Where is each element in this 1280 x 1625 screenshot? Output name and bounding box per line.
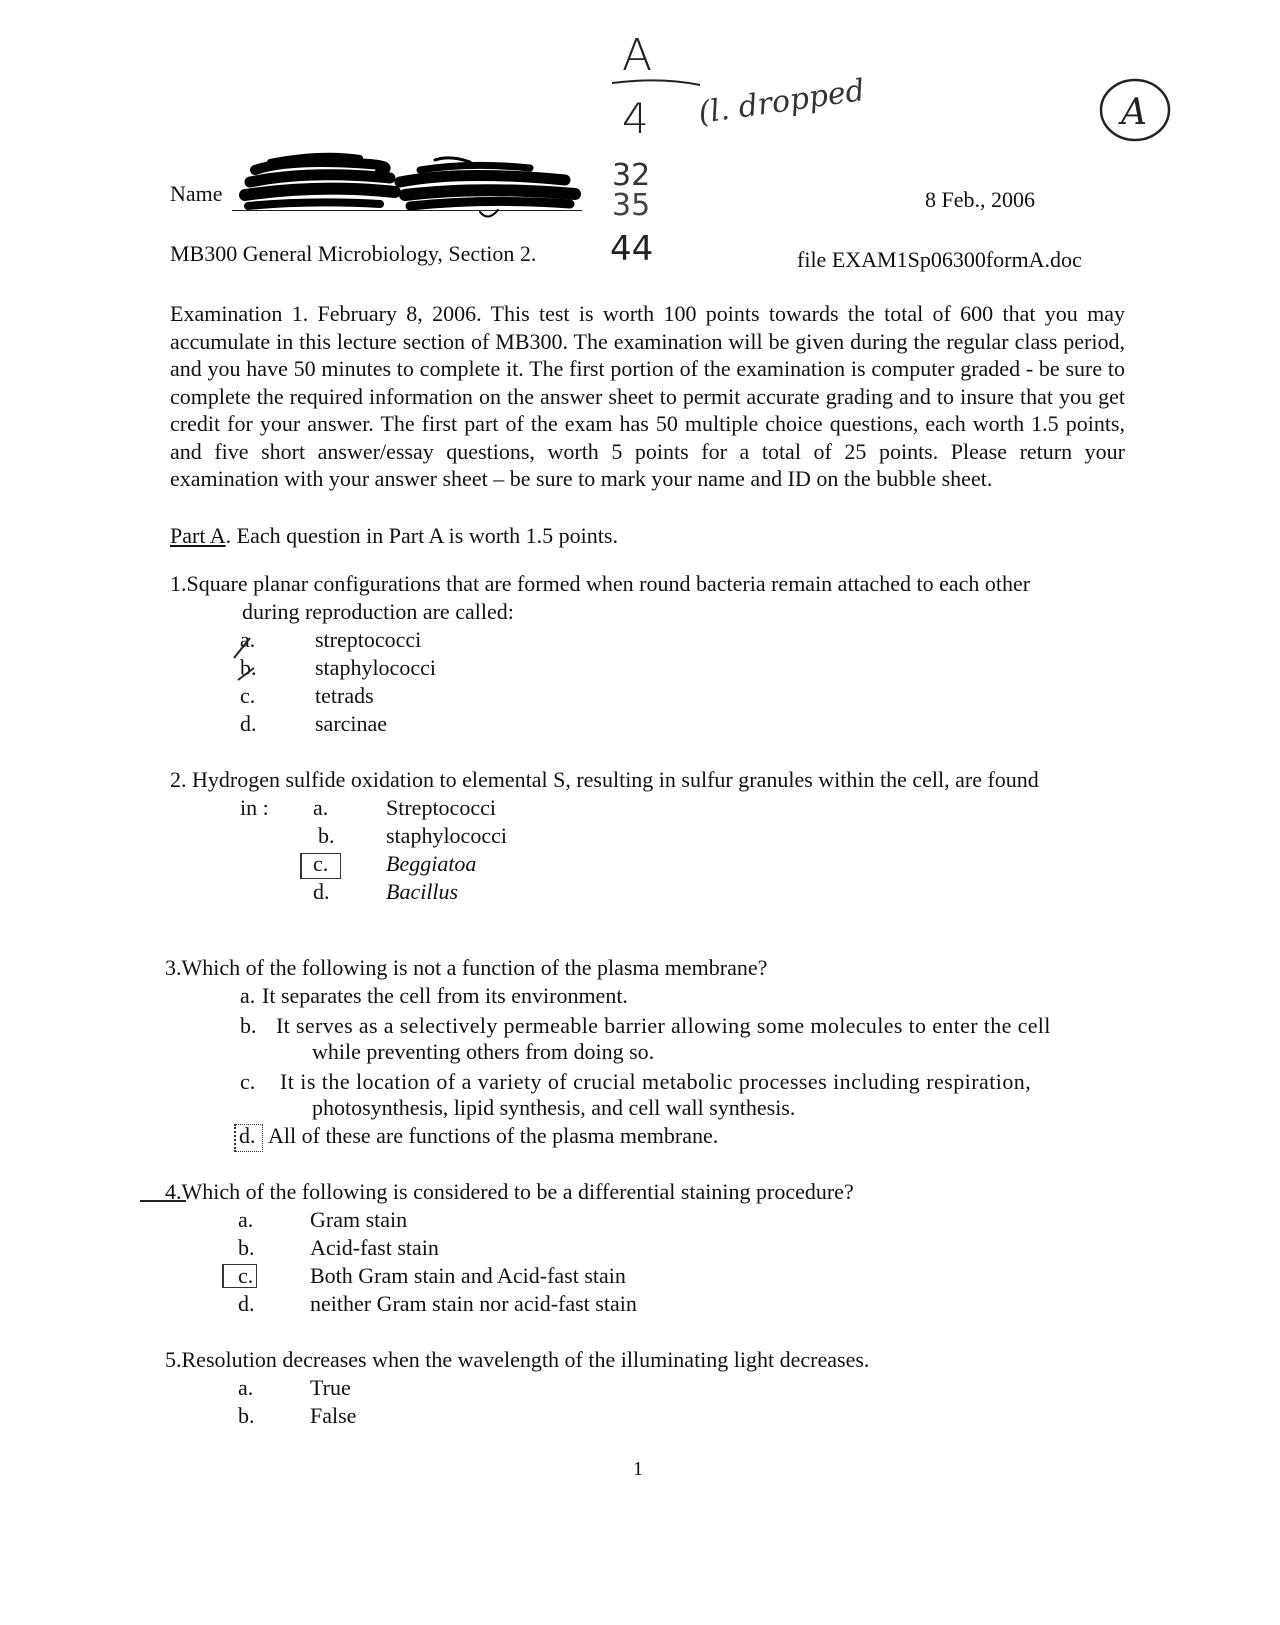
redacted-name-scribble <box>230 140 590 220</box>
q3-option-d-text: All of these are functions of the plasma membrane. <box>268 1123 719 1148</box>
q2-option-b-letter: b. <box>318 823 335 848</box>
q3-option-c-text-cont: photosynthesis, lipid synthesis, and cell wall synthesis. <box>312 1095 796 1120</box>
q4-selected-answer-box <box>222 1264 257 1288</box>
question-3-stem: 3.Which of the following is not a function of the plasma membrane? <box>165 955 768 980</box>
q5-option-b-letter: b. <box>238 1403 255 1428</box>
q3-option-b-letter: b. <box>240 1013 257 1038</box>
form-letter: A <box>1121 92 1147 133</box>
name-label: Name <box>170 181 223 206</box>
question-4-stem: 4.Which of the following is considered to be a differential staining procedure? <box>165 1179 854 1204</box>
hw-score-2: 35 <box>612 188 651 223</box>
q3-option-c-text: It is the location of a variety of crucial metabolic processes including respiration, <box>280 1069 1032 1094</box>
q3-option-b-text: It serves as a selectively permeable barrier allowing some molecules to enter the cell <box>276 1013 1051 1038</box>
hw-score-1: 32 <box>612 158 651 193</box>
q4-option-c-text: Both Gram stain and Acid-fast stain <box>310 1263 626 1288</box>
exam-instructions <box>170 300 1125 493</box>
q3-option-d-letter: d. <box>239 1123 256 1148</box>
q2-selected-answer-box <box>300 853 341 879</box>
handwritten-grade-notes <box>600 15 920 275</box>
q4-option-c-letter: c. <box>238 1263 254 1288</box>
question-2-stem-cont: in : <box>240 795 269 820</box>
q3-option-c-letter: c. <box>240 1069 256 1094</box>
q2-option-d-letter: d. <box>313 879 330 904</box>
q3-selected-answer-box <box>234 1124 263 1152</box>
q4-option-a-letter: a. <box>238 1207 254 1232</box>
hw-grade-letter: A <box>622 30 653 81</box>
q4-option-b-letter: b. <box>238 1235 255 1260</box>
question-5-stem: 5.Resolution decreases when the wavelength of the illuminating light decreases. <box>165 1347 870 1372</box>
q2-option-a-text: Streptococci <box>386 795 496 820</box>
hw-grade-number: 4 <box>622 94 649 143</box>
page-number: 1 <box>633 1458 643 1480</box>
q1-option-c-text: tetrads <box>315 683 374 708</box>
q1-option-b-letter: b. <box>240 655 257 680</box>
q1-option-d-text: sarcinae <box>315 711 388 736</box>
part-a-heading <box>170 522 618 550</box>
q1-strike-marks <box>232 636 258 684</box>
q2-option-d-text: Bacillus <box>386 879 459 904</box>
file-name: file EXAM1Sp06300formA.doc <box>797 247 1082 272</box>
q1-option-b-text: staphylococci <box>315 655 436 680</box>
q3-option-a-text: It separates the cell from its environment. <box>262 983 628 1008</box>
q5-option-a-text: True <box>310 1375 351 1400</box>
q2-option-c-letter: c. <box>313 851 329 876</box>
q2-option-b-text: staphylococci <box>386 823 507 848</box>
q1-option-a-letter: a. <box>240 627 256 652</box>
q4-option-a-text: Gram stain <box>310 1207 408 1232</box>
q4-option-d-text: neither Gram stain nor acid-fast stain <box>310 1291 637 1316</box>
q2-option-a-letter: a. <box>313 795 329 820</box>
part-a-label: Part A <box>170 523 226 548</box>
q5-option-b-text: False <box>310 1403 357 1428</box>
q5-option-a-letter: a. <box>238 1375 254 1400</box>
hw-fraction-line <box>612 80 700 85</box>
question-2-stem: 2. Hydrogen sulfide oxidation to elemental S, resulting in sulfur granules within the cell, are found <box>170 767 1039 792</box>
q3-option-a-letter: a. <box>240 983 256 1008</box>
form-letter-circle <box>1095 70 1175 150</box>
hw-dropped-note: (l. dropped <box>696 72 867 131</box>
instructions-paragraph: Examination 1. February 8, 2006. This test is worth 100 points towards the total of 600 that you may accumulate in this lecture section of MB300. The examination will be given during the regular class period, and you have 50 minutes to complete it. The first portion of the examination is computer graded - be sure to complete the required information on the answer sheet to permit accurate grading and to insure that you get credit for your answer. The first part of the exam has 50 multiple choice questions, each worth 1.5 points, and five short answer/essay questions, worth 5 points for a total of 25 points. Please return your examination with your answer sheet – be sure to mark your name and ID on the bubble sheet. <box>170 301 1125 491</box>
q4-option-d-letter: d. <box>238 1291 255 1316</box>
part-a-text: . Each question in Part A is worth 1.5 points. <box>225 523 618 548</box>
q1-option-d-letter: d. <box>240 711 257 736</box>
exam-date: 8 Feb., 2006 <box>925 187 1035 212</box>
q3-option-b-text-cont: while preventing others from doing so. <box>312 1039 655 1064</box>
question-1-stem-cont: during reproduction are called: <box>242 599 514 624</box>
q2-option-c-text: Beggiatoa <box>386 851 477 876</box>
course-title: MB300 General Microbiology, Section 2. <box>170 241 537 266</box>
q4-option-b-text: Acid-fast stain <box>310 1235 439 1260</box>
hw-score-3: 44 <box>610 229 654 269</box>
q1-option-c-letter: c. <box>240 683 256 708</box>
question-1-stem: 1.Square planar configurations that are formed when round bacteria remain attached to each other <box>170 571 1031 596</box>
q1-option-a-text: streptococci <box>315 627 422 652</box>
